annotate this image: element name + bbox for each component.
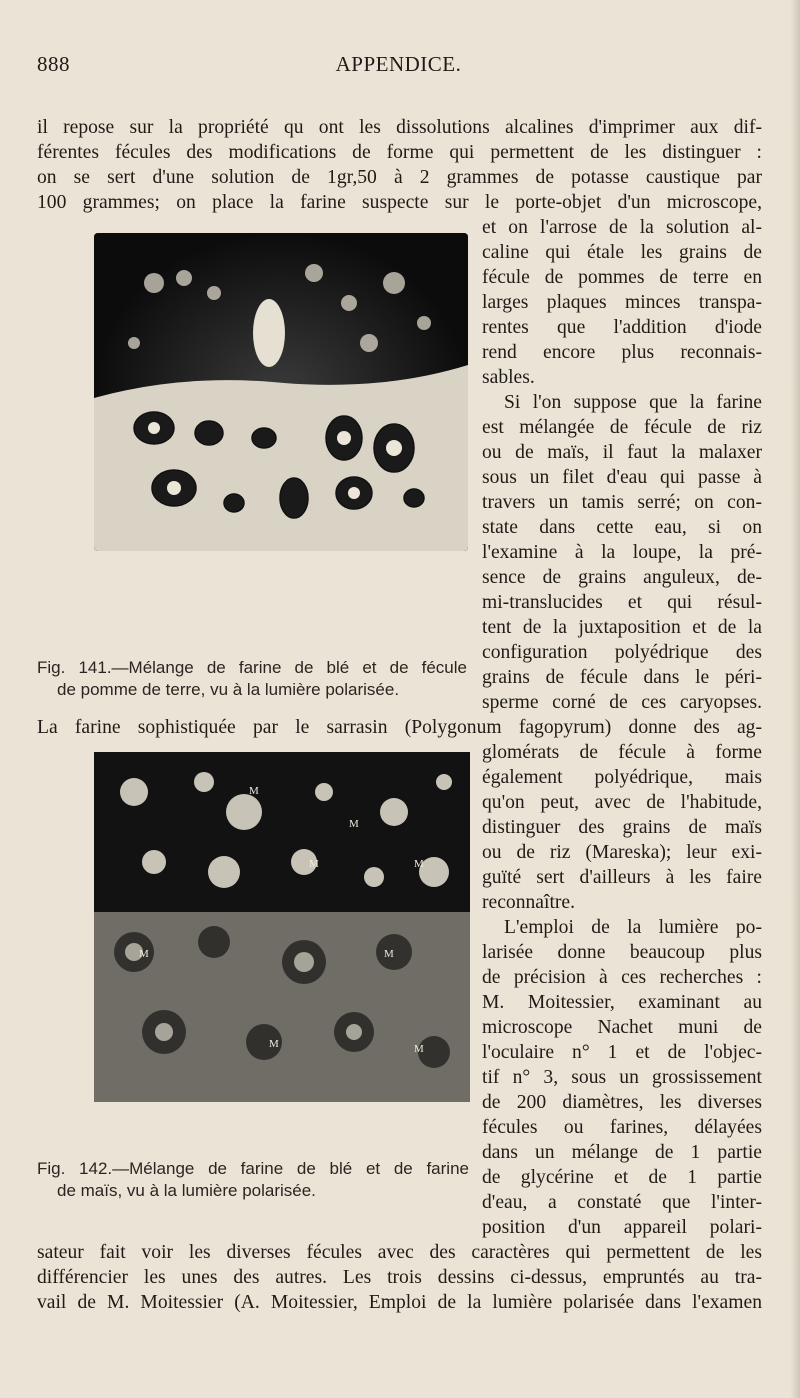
plate-label: M — [349, 818, 359, 830]
text-line: glomérats de fécule à forme — [482, 742, 762, 763]
text-line: Si l'on suppose que la farine — [504, 392, 762, 413]
text-line: de glycérine et de 1 partie — [482, 1167, 762, 1188]
figure-142-plate — [94, 752, 470, 1102]
text-line: microscope Nachet muni de — [482, 1017, 762, 1038]
text-line: ou de riz (Mareska); leur exi- — [482, 842, 762, 863]
text-line: larges plaques minces transpa- — [482, 292, 762, 313]
text-line: ou de maïs, il faut la malaxer — [482, 442, 762, 463]
running-title: APPENDICE. — [335, 52, 462, 76]
text-line: l'oculaire n° 1 et de l'objec- — [482, 1042, 762, 1063]
page-number: 888 — [37, 52, 70, 76]
text-line: 100 grammes; on place la farine suspecte sur le porte-objet d'un microscope, — [37, 192, 762, 213]
text-line: sence de grains anguleux, de- — [482, 567, 762, 588]
page-edge-shadow — [790, 0, 800, 1398]
text-line: reconnaître. — [482, 892, 576, 913]
text-line: tent de la juxtaposition et de la — [482, 617, 762, 638]
plate-label: M — [309, 858, 319, 870]
figure-142-caption-cont: de maïs, vu à la lumière polarisée. — [57, 1181, 316, 1200]
text-line: configuration polyédrique des — [482, 642, 762, 663]
text-line: L'emploi de la lumière po- — [504, 917, 762, 938]
figure-141-caption: Fig. 141.—Mélange de farine de blé et de fécule — [37, 658, 467, 677]
text-line: différencier les unes des autres. Les trois dessins ci-dessus, empruntés au tra- — [37, 1267, 762, 1288]
text-line: rentes que l'addition d'iode — [482, 317, 762, 338]
text-line: sperme corné de ces caryopses. — [482, 692, 762, 713]
text-line: sous un filet d'eau qui passe à — [482, 467, 762, 488]
figure-141-plate — [94, 233, 468, 551]
text-line: de précision à ces recherches : — [482, 967, 762, 988]
text-line: sables. — [482, 367, 535, 388]
text-line: caline qui étale les grains de — [482, 242, 762, 263]
plate-label: M — [414, 858, 424, 870]
text-line: dans un mélange de 1 partie — [482, 1142, 762, 1163]
text-line: et on l'arrose de la solution al- — [482, 217, 762, 238]
text-line: rend encore plus reconnais- — [482, 342, 762, 363]
text-line: position d'un appareil polari- — [482, 1217, 762, 1238]
text-line: grains de fécule dans le péri- — [482, 667, 762, 688]
plate-label: M — [249, 785, 259, 797]
text-line: férentes fécules des modifications de forme qui permettent de les distinguer : — [37, 142, 762, 163]
text-line: La farine sophistiquée par le sarrasin (Polygonum fagopyrum) donne des ag- — [37, 717, 762, 738]
text-line: tif n° 3, sous un grossissement — [482, 1067, 762, 1088]
plate-label: M — [269, 1038, 279, 1050]
text-line: larisée donne beaucoup plus — [482, 942, 762, 963]
text-line: l'examine à la loupe, la pré- — [482, 542, 762, 563]
text-line: également polyédrique, mais — [482, 767, 762, 788]
text-line: d'eau, a constaté que l'inter- — [482, 1192, 762, 1213]
page-header — [37, 52, 760, 92]
text-line: sateur fait voir les diverses fécules avec des caractères qui permettent de les — [37, 1242, 762, 1263]
text-line: distinguer des grains de maïs — [482, 817, 762, 838]
micrograph-maize-flour — [94, 752, 470, 1102]
plate-label: M — [384, 948, 394, 960]
text-line: state dans cette eau, si on — [482, 517, 762, 538]
text-line: fécules ou farines, délayées — [482, 1117, 762, 1138]
text-line: mi-translucides et qui résul- — [482, 592, 762, 613]
plate-label: M — [414, 1043, 424, 1055]
text-line: travers un tamis serré; on con- — [482, 492, 762, 513]
text-line: de 200 diamètres, les diverses — [482, 1092, 762, 1113]
plate-label: M — [139, 948, 149, 960]
text-line: fécule de pommes de terre en — [482, 267, 762, 288]
text-line: est mélangée de fécule de riz — [482, 417, 762, 438]
text-line: guïté sert d'ailleurs à les faire — [482, 867, 762, 888]
text-line: qu'on peut, avec de l'habitude, — [482, 792, 762, 813]
figure-142-caption: Fig. 142.—Mélange de farine de blé et de farine — [37, 1159, 469, 1178]
text-line: M. Moitessier, examinant au — [482, 992, 762, 1013]
text-line: vail de M. Moitessier (A. Moitessier, Emploi de la lumière polarisée dans l'examen — [37, 1292, 762, 1313]
text-line: on se sert d'une solution de 1gr,50 à 2 grammes de potasse caustique par — [37, 167, 762, 188]
micrograph-potato-starch — [94, 233, 468, 551]
figure-141-caption-cont: de pomme de terre, vu à la lumière polarisée. — [57, 680, 400, 699]
text-line: il repose sur la propriété qu ont les dissolutions alcalines d'imprimer aux dif- — [37, 117, 762, 138]
